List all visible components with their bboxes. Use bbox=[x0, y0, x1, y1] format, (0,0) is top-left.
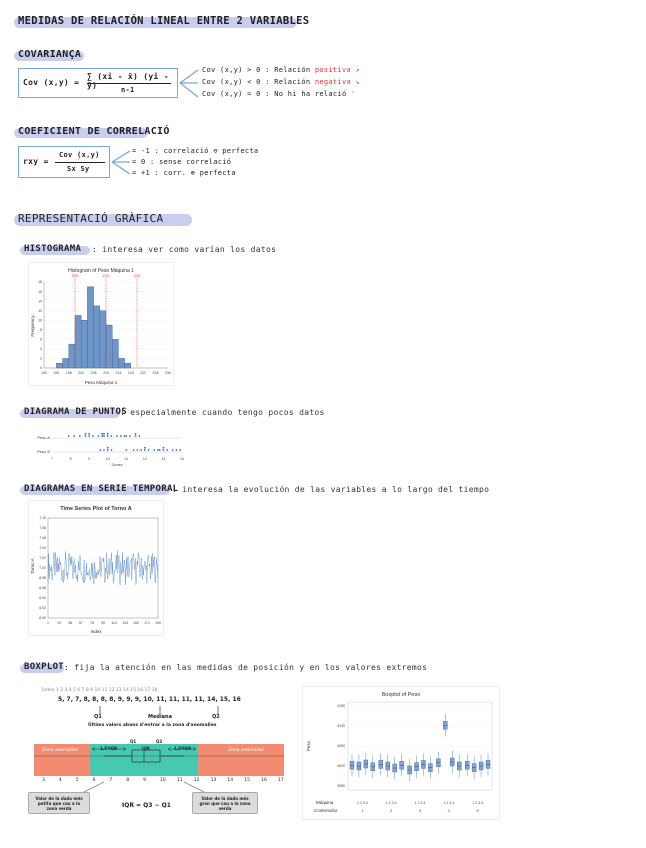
ts-x-tick: 38 bbox=[68, 621, 72, 625]
dot-x-tick: 9 bbox=[88, 457, 91, 461]
hist-x-tick: 210 bbox=[103, 371, 109, 375]
hist-title: Histogram of Peso Máquina 1 bbox=[68, 268, 134, 274]
hist-y-tick: 4 bbox=[40, 347, 42, 352]
graf-heading: REPRESENTACIÓ GRÀFICA bbox=[18, 212, 164, 225]
hist-x-tick: 218 bbox=[127, 371, 134, 375]
dot-point bbox=[107, 447, 109, 449]
callout-right: Valor de la dada més gran que cau a la zona verda bbox=[192, 792, 258, 814]
boxplot-peso-chart bbox=[302, 686, 500, 820]
ts-x-tick: 152 bbox=[133, 621, 139, 625]
bp-group-label: 2 bbox=[390, 808, 393, 813]
box-axis-tick: 12 bbox=[193, 778, 200, 783]
bp-group-label: 4 bbox=[447, 808, 450, 813]
cov-rule bbox=[202, 88, 360, 100]
dot-series-label: Peso A bbox=[37, 435, 50, 440]
dot-note: : especialmente cuando tengo pocos datos bbox=[120, 408, 325, 417]
dot-point bbox=[166, 449, 168, 451]
iqr15-right: 1,5*IQR bbox=[174, 746, 192, 751]
time-series-chart bbox=[28, 500, 164, 636]
dot-x-tick: 14 bbox=[180, 457, 184, 461]
box-note: : fija la atención en las medidas de posición y en los valores extremos bbox=[64, 663, 428, 672]
hist-y-tick: 16 bbox=[38, 289, 42, 294]
ts-y-tick: 7,04 bbox=[39, 546, 46, 551]
box-axis-tick: 3 bbox=[42, 778, 45, 783]
dot-point bbox=[101, 433, 103, 435]
page-title: MEDIDAS DE RELACIÓN LINEAL ENTRE 2 VARIABLES bbox=[18, 15, 310, 27]
anomaly-note: Últims valors abans d'entrar a la zona d'anomalies bbox=[88, 723, 217, 728]
bp-row1-ticks: 1 2 3 4 bbox=[443, 801, 455, 805]
dot-point bbox=[125, 435, 127, 437]
dot-x-tick: 8 bbox=[69, 457, 72, 461]
ts-note: : interesa la evolución de las variables a lo largo del tiempo bbox=[172, 485, 490, 494]
dot-point bbox=[88, 433, 90, 435]
corr-rule: = 0 : sense correlació bbox=[132, 158, 232, 166]
hist-x-tick: 194 bbox=[53, 371, 60, 375]
ts-y-tick: 7,08 bbox=[39, 526, 46, 531]
dot-point bbox=[137, 449, 139, 451]
ts-label: DIAGRAMAS EN SERIE TEMPORAL bbox=[24, 484, 179, 494]
dot-xlabel: Scores bbox=[111, 463, 123, 467]
cov-rule bbox=[202, 64, 360, 76]
cov-rule-text: Cov (x,y) = 0 : No hi ha relació bbox=[202, 90, 351, 98]
dot-point bbox=[73, 435, 75, 437]
ts-x-tick: 171 bbox=[144, 621, 150, 625]
corr-brace bbox=[110, 146, 132, 180]
ts-x-tick: 76 bbox=[90, 621, 94, 625]
ts-y-tick: 6,92 bbox=[39, 606, 46, 611]
hist-y-tick: 18 bbox=[38, 280, 42, 285]
corr-rule: = +1 : corr. ⊕ perfecta bbox=[132, 169, 236, 177]
hist-ref-label: 200 bbox=[71, 273, 79, 278]
dot-point bbox=[159, 449, 161, 451]
hist-x-tick: 222 bbox=[140, 371, 147, 375]
dot-series-label: Peso B bbox=[37, 449, 50, 454]
cov-rule bbox=[202, 76, 360, 88]
cov-rules bbox=[202, 64, 360, 100]
ts-x-tick: 114 bbox=[111, 621, 117, 625]
dot-x-tick: 10 bbox=[105, 457, 110, 461]
corr-rules bbox=[132, 146, 258, 179]
hist-x-tick: 190 bbox=[41, 371, 47, 375]
bp-row1-ticks: 1 2 3 4 bbox=[357, 801, 368, 805]
box-axis-tick: 13 bbox=[210, 778, 217, 783]
bp-group-label: 5 bbox=[476, 808, 479, 813]
cov-rule-mark: ↗ bbox=[350, 66, 361, 74]
callout-left: Valor de la dada més petita que cau a la zona verda bbox=[28, 792, 90, 814]
dot-point bbox=[99, 449, 101, 451]
dot-point bbox=[107, 449, 109, 451]
iqr-label: IQR bbox=[142, 746, 150, 751]
dot-point bbox=[68, 435, 70, 437]
bp-y-tick: 4000 bbox=[337, 764, 345, 769]
box-axis-tick: 6 bbox=[92, 778, 96, 783]
dot-point bbox=[148, 449, 150, 451]
ts-xlabel: Index bbox=[90, 629, 102, 634]
histogram-chart bbox=[28, 262, 174, 386]
q2-label: Q2 bbox=[212, 714, 220, 720]
cov-rule-text: Cov (x,y) < 0 : Relación bbox=[202, 78, 315, 86]
dot-point bbox=[179, 449, 181, 451]
hist-y-tick: 6 bbox=[40, 337, 42, 342]
ts-y-tick: 6,98 bbox=[39, 576, 46, 581]
dot-point bbox=[103, 435, 105, 437]
hist-y-tick: 0 bbox=[40, 366, 42, 371]
bp-row1-label: Máquina bbox=[316, 800, 334, 805]
hist-bar bbox=[106, 325, 112, 368]
dot-point bbox=[144, 447, 146, 449]
cov-denominator: n-1 bbox=[121, 86, 135, 94]
hist-y-tick: 14 bbox=[38, 299, 42, 304]
corr-numerator: Cov (x,y) bbox=[59, 151, 100, 159]
hist-x-tick: 206 bbox=[90, 371, 97, 375]
hist-bar bbox=[63, 358, 69, 368]
box-axis-tick: 9 bbox=[143, 778, 147, 783]
hist-note: : interesa ver como varían los datos bbox=[92, 245, 277, 254]
cov-rule-text: Cov (x,y) > 0 : Relación bbox=[202, 66, 315, 74]
iqr15-left: 1,5*IQR bbox=[100, 746, 118, 751]
cov-rule-mark: ↘ bbox=[350, 78, 361, 86]
cov-lhs: Cov (x,y) = bbox=[23, 78, 80, 87]
dot-point bbox=[116, 435, 118, 437]
ts-y-tick: 6,96 bbox=[39, 586, 46, 591]
corr-lhs: rxy = bbox=[23, 157, 49, 166]
hist-bar bbox=[100, 311, 106, 368]
corr-formula-box bbox=[18, 146, 110, 178]
dot-point bbox=[103, 449, 105, 451]
dot-point bbox=[135, 433, 137, 435]
hist-y-tick: 2 bbox=[40, 356, 42, 361]
data-sequence: 5, 7, 7, 8, 8, 8, 8, 9, 9, 9, 10, 11, 11, 11, 11, 14, 15, 16 bbox=[58, 696, 241, 703]
hist-bar bbox=[69, 344, 75, 368]
dot-x-tick: 12 bbox=[142, 457, 147, 461]
zone-right-label: Zona anomalies bbox=[228, 748, 264, 753]
iqr-formula: IQR = Q3 − Q1 bbox=[122, 802, 171, 809]
dot-x-tick: 11 bbox=[124, 457, 129, 461]
corr-denominator: Sx Sy bbox=[67, 165, 90, 173]
hist-label: HISTOGRAMA bbox=[24, 244, 82, 254]
ts-x-tick: 190 bbox=[155, 621, 161, 625]
dot-point bbox=[107, 435, 109, 437]
dot-point bbox=[85, 435, 87, 437]
box-axis-tick: 5 bbox=[75, 778, 79, 783]
zone-left-label: Zona anomalies bbox=[42, 748, 78, 753]
hist-bar bbox=[94, 306, 100, 368]
dot-point bbox=[157, 449, 159, 451]
dot-point bbox=[140, 449, 142, 451]
dot-point bbox=[129, 435, 131, 437]
bp-group-label: 3 bbox=[418, 808, 422, 813]
hist-ref-label: 210 bbox=[102, 273, 110, 278]
box-axis-tick: 17 bbox=[278, 778, 284, 783]
dot-plot-chart bbox=[30, 428, 190, 468]
q1-label: Q1 bbox=[94, 714, 102, 720]
dot-point bbox=[163, 449, 165, 451]
dot-point bbox=[79, 435, 81, 437]
dot-point bbox=[124, 435, 126, 437]
hist-bar bbox=[75, 315, 81, 368]
corr-heading: COEFICIENT DE CORRELACIÓ bbox=[18, 126, 170, 137]
ts-y-tick: 7,10 bbox=[39, 516, 46, 521]
hist-bar bbox=[87, 287, 93, 368]
dot-point bbox=[176, 449, 178, 451]
bp-y-tick: 4050 bbox=[337, 744, 345, 749]
dot-point bbox=[133, 449, 135, 451]
dot-point bbox=[111, 449, 113, 451]
box-axis-tick: 4 bbox=[58, 778, 62, 783]
bp-title: Boxplot of Peso bbox=[381, 692, 421, 698]
box-axis-tick: 16 bbox=[261, 778, 267, 783]
hist-y-tick: 8 bbox=[40, 327, 42, 332]
box-axis-tick: 11 bbox=[176, 778, 183, 783]
hist-ref-label: 220 bbox=[133, 273, 141, 278]
hist-y-tick: 12 bbox=[38, 308, 42, 313]
q1-mark: Q1 bbox=[130, 739, 137, 744]
cov-formula-box bbox=[18, 68, 178, 98]
dot-point bbox=[101, 435, 103, 437]
ts-y-tick: 6,90 bbox=[39, 616, 46, 621]
ts-title: Time Series Plot of Torno A bbox=[60, 506, 132, 512]
hist-x-tick: 214 bbox=[115, 371, 122, 375]
dot-point bbox=[163, 447, 165, 449]
bp-row2-label: Contenedor bbox=[314, 808, 338, 813]
ts-y-tick: 7,06 bbox=[39, 536, 46, 541]
dot-point bbox=[85, 433, 87, 435]
cov-rule-mark: ⁼ bbox=[350, 90, 356, 98]
dot-point bbox=[92, 435, 94, 437]
cov-numerator: ∑ (xi - x̄) (yi - ȳ) bbox=[87, 72, 169, 90]
dot-x-tick: 7 bbox=[51, 457, 53, 461]
box-axis-tick: 10 bbox=[160, 778, 166, 783]
bp-row1-ticks: 1 2 3 4 bbox=[385, 801, 397, 805]
ts-x-tick: 57 bbox=[79, 621, 83, 625]
hist-bar bbox=[112, 339, 118, 368]
median-label: Mediana bbox=[148, 714, 172, 720]
hist-x-tick: 202 bbox=[78, 371, 85, 375]
hist-y-tick: 10 bbox=[38, 318, 42, 323]
ts-x-tick: 133 bbox=[122, 621, 128, 625]
hist-xlabel: Peso Máquina 1 bbox=[84, 380, 118, 385]
cov-rule-word: positiva bbox=[314, 66, 351, 74]
dot-point bbox=[98, 435, 100, 437]
box-axis-tick: 15 bbox=[244, 778, 251, 783]
corr-rule: = -1 : correlació ⊖ perfecta bbox=[132, 147, 259, 155]
hist-bar bbox=[81, 320, 87, 368]
dot-point bbox=[153, 449, 155, 451]
ts-x-tick: 19 bbox=[57, 621, 61, 625]
bp-y-tick: 4100 bbox=[337, 724, 345, 729]
hist-x-tick: 226 bbox=[152, 371, 159, 375]
ts-y-tick: 7,00 bbox=[39, 566, 46, 571]
hist-x-tick: 198 bbox=[65, 371, 72, 375]
index-header: Índex 1 2 3 4 5 6 7 8 9 10 11 12 13 14 15 16 17 18 bbox=[42, 688, 158, 693]
dot-point bbox=[135, 435, 137, 437]
hist-bar bbox=[56, 363, 62, 368]
q3-mark: Q3 bbox=[156, 739, 163, 744]
dot-point bbox=[120, 435, 122, 437]
dot-point bbox=[144, 449, 146, 451]
dot-point bbox=[172, 449, 174, 451]
ts-y-tick: 7,02 bbox=[39, 556, 46, 561]
bp-group-label: 1 bbox=[361, 808, 364, 813]
hist-bar bbox=[125, 363, 131, 368]
box-label: BOXPLOT bbox=[24, 662, 65, 672]
cov-brace bbox=[178, 66, 200, 102]
bp-row1-ticks: 1 2 3 4 bbox=[414, 801, 426, 805]
boxplot-explainer bbox=[28, 684, 290, 824]
dot-label: DIAGRAMA DE PUNTOS bbox=[24, 407, 127, 417]
bp-ylabel: Peso bbox=[306, 740, 311, 752]
hist-bar bbox=[118, 358, 124, 368]
box-axis-tick: 14 bbox=[227, 778, 234, 783]
dot-point bbox=[107, 433, 109, 435]
ts-x-tick: 1 bbox=[47, 621, 49, 625]
box-axis-tick: 8 bbox=[126, 778, 130, 783]
hist-ylabel: Frequency bbox=[30, 315, 35, 337]
dot-point bbox=[103, 433, 105, 435]
hist-x-tick: 230 bbox=[165, 371, 171, 375]
bp-y-tick: 3950 bbox=[337, 784, 345, 789]
bp-row1-ticks: 1 2 3 4 bbox=[472, 801, 483, 805]
dot-point bbox=[138, 435, 140, 437]
cov-rule-word: negativa bbox=[314, 78, 351, 86]
ts-ylabel: Torno A bbox=[30, 558, 35, 574]
ts-y-tick: 6,94 bbox=[39, 596, 46, 601]
box-axis-tick: 7 bbox=[109, 778, 113, 783]
cov-heading: COVARIANÇA bbox=[18, 49, 82, 60]
ts-x-tick: 95 bbox=[101, 621, 105, 625]
dot-point bbox=[88, 435, 90, 437]
dot-point bbox=[125, 449, 127, 451]
dot-point bbox=[111, 435, 113, 437]
dot-x-tick: 13 bbox=[161, 457, 166, 461]
bp-y-tick: 4150 bbox=[337, 704, 345, 709]
